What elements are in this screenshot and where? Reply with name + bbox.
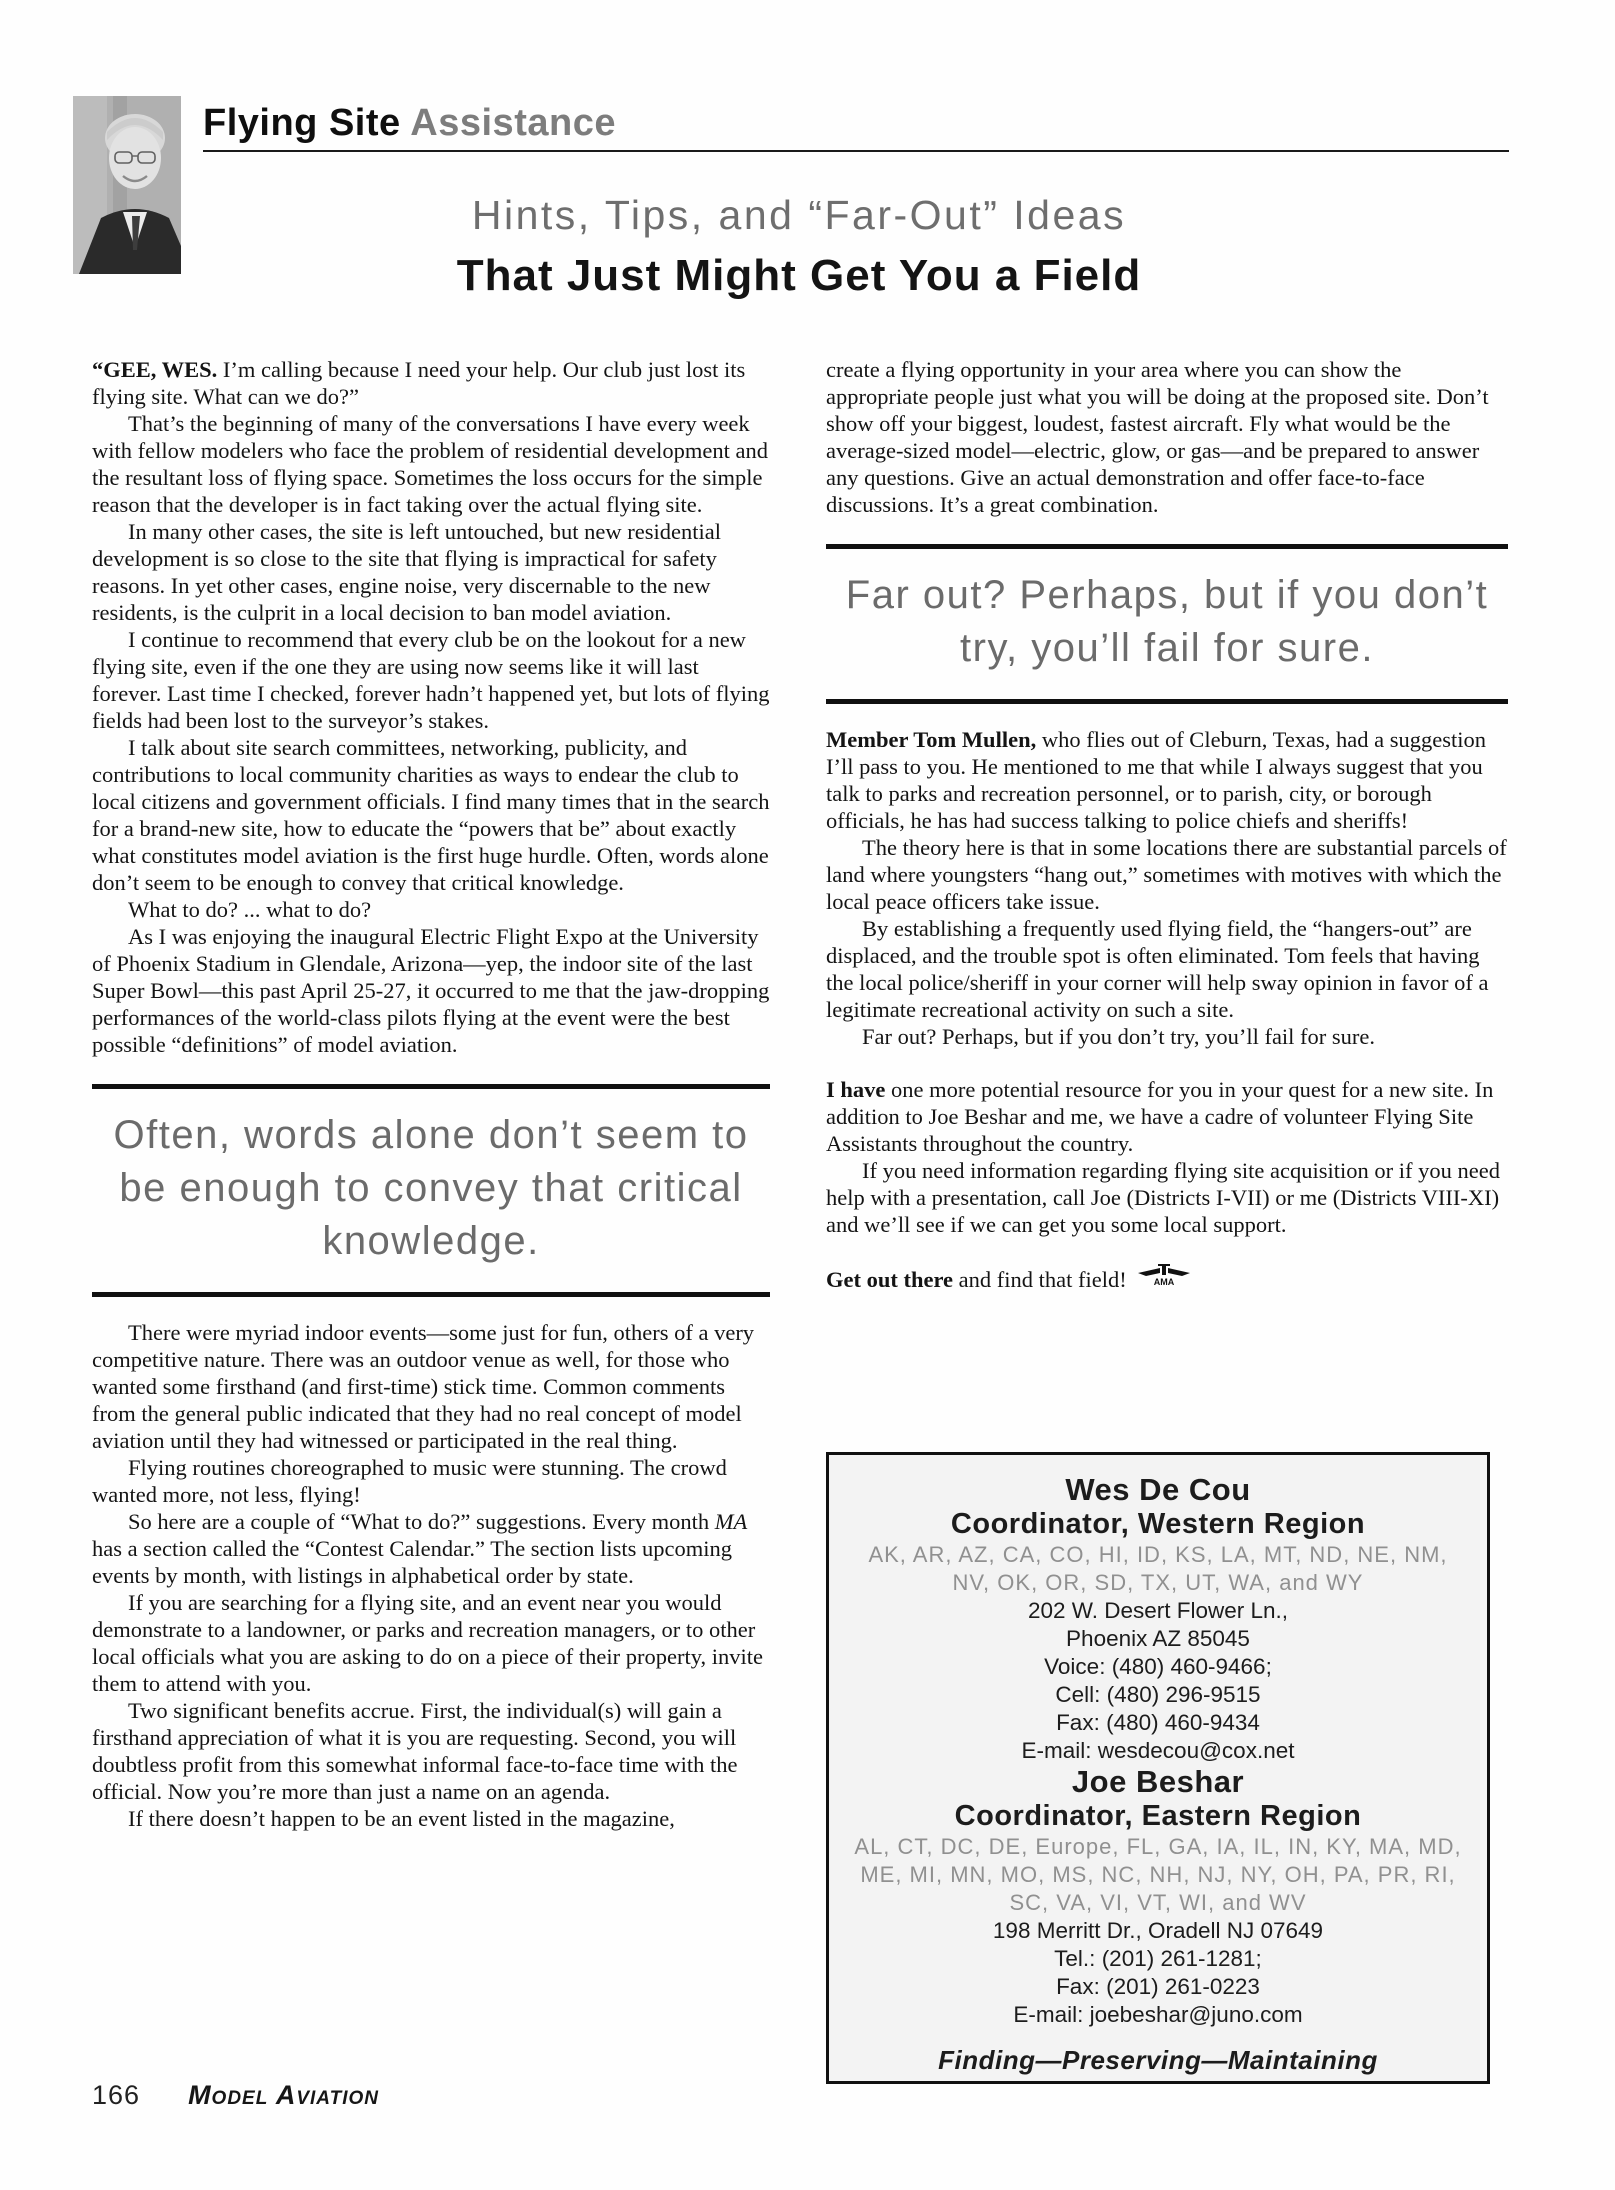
- coordinator-states-west: AK, AR, AZ, CA, CO, HI, ID, KS, LA, MT, ND, NE, NM, NV, OK, OR, SD, TX, UT, WA, and WY: [868, 1542, 1448, 1595]
- paragraph-text: and find that field!: [953, 1267, 1127, 1292]
- paragraph: That’s the beginning of many of the conversations I have every week with fellow modelers who face the problem of residential development and the resultant loss of flying space. Sometimes the loss occurs for the simple reason that the developer is in fact taking over the actual flying site.: [92, 411, 769, 517]
- paragraph: [92, 1508, 770, 1589]
- paragraph: The theory here is that in some locations there are substantial parcels of land where youngsters “hang out,” sometimes with motives with which the local peace officers take issue.: [826, 835, 1507, 914]
- paragraph-spacer: [826, 1050, 1508, 1076]
- paragraph: If there doesn’t happen to be an event listed in the magazine,: [128, 1806, 675, 1831]
- paragraph-lead: Member Tom Mullen,: [826, 727, 1037, 752]
- paragraph: If you need information regarding flying site acquisition or if you need help with a presentation, call Joe (Districts I-VII) or me (Districts VIII-XI) and we’ll see if we can get you some local support.: [826, 1158, 1500, 1237]
- coordinator-name-east: Joe Beshar: [1071, 1764, 1245, 1799]
- article-title-block: [92, 192, 1506, 301]
- paragraph-text: who flies out of Cleburn, Texas, had a suggestion I’ll pass to you. He mentioned to me that while I always suggest that you talk to parks and recreation personnel, or to parish, city, or borough officials, he has had success talking to police chiefs and sheriffs!: [826, 727, 1487, 833]
- masthead-title-black: Flying Site: [203, 102, 401, 144]
- paragraph: create a flying opportunity in your area where you can show the appropriate people just what you will be doing at the proposed site. Don’t show off your biggest, loudest, fastest aircraft. Fly what would be the average-sized model—electric, glow, or gas—and be prepared to answer any questions. Give an actual demonstration and offer face-to-face discussions. It’s a great combination.: [826, 357, 1489, 517]
- paragraph-text: There were myriad indoor events—some just for fun, others of a very competitive nature. There was an outdoor venue as well, for those who wanted some firsthand (and first-time) stick time. Common comments from the general public indicated that they had no real concept of model aviation until they had witnessed or participated in the real thing.: [92, 1320, 755, 1453]
- coordinator-role-west: Coordinator, Western Region: [950, 1508, 1366, 1540]
- coordinator-states-east: AL, CT, DC, DE, Europe, FL, GA, IA, IL, IN, KY, MA, MD, ME, MI, MN, MO, MS, NC, NH, NJ, NY, OH, PA, PR, RI, SC, VA, VI, VT, WI, and WV: [854, 1834, 1462, 1915]
- paragraph: Far out? Perhaps, but if you don’t try, you’ll fail for sure.: [862, 1024, 1376, 1049]
- paragraph-text: I’m calling because I need your help. Our club just lost its flying site. What can we do?”: [92, 357, 746, 409]
- column-masthead: [203, 102, 1509, 152]
- email-line: E-mail: wesdecou@cox.net: [1021, 1738, 1295, 1763]
- pull-quote-words-alone: Often, words alone don’t seem to be enough to convey that critical knowledge.: [92, 1084, 770, 1297]
- closing-line: [826, 1264, 1508, 1293]
- paragraph: What to do? ... what to do?: [128, 897, 372, 922]
- masthead-title-gray: Assistance: [400, 102, 616, 144]
- article-title-line1: Hints, Tips, and “Far-Out” Ideas: [471, 192, 1127, 238]
- paragraph: [92, 356, 770, 410]
- paragraph-spacer: [826, 1238, 1508, 1264]
- paragraph: As I was enjoying the inaugural Electric Flight Expo at the University of Phoenix Stadium in Glendale, Arizona—yep, the indoor site of the last Super Bowl—this past April 25-27, it occurred to me that the jaw-dropping performances of the world-class pilots flying at the event were the best possible “definitions” of model aviation.: [92, 924, 770, 1057]
- address-line: Phoenix AZ 85045: [1066, 1626, 1250, 1651]
- paragraph-text: So here are a couple of “What to do?” suggestions. Every month: [128, 1509, 715, 1534]
- paragraph: By establishing a frequently used flying field, the “hangers-out” are displaced, and the trouble spot is often eliminated. Tom feels that having the local police/sheriff in your corner will help sway opinion in favor of a legitimate recreational activity on such a site.: [826, 916, 1489, 1022]
- coordinator-contact-box: [826, 1452, 1490, 2084]
- fax-line: Fax: (201) 261-0223: [1056, 1974, 1260, 1999]
- magazine-abbreviation: MA: [714, 1509, 748, 1534]
- paragraph-text: one more potential resource for you in your quest for a new site. In addition to Joe Beshar and me, we have a cadre of volunteer Flying Site Assistants throughout the country.: [826, 1077, 1494, 1156]
- right-column: [826, 356, 1508, 1293]
- paragraph: If you are searching for a flying site, and an event near you would demonstrate to a landowner, or parks and recreation managers, or to other local officials what you are asking to do on a piece of their property, invite them to attend with you.: [92, 1590, 764, 1696]
- paragraph-lead: “GEE, WES.: [92, 357, 218, 382]
- paragraph: I continue to recommend that every club be on the lookout for a new flying site, even if the one they are using now seems like it will last forever. Last time I checked, forever hadn’t happened yet, but lots of flying fields had been lost to the surveyor’s stakes.: [92, 627, 770, 733]
- page-number: 166: [92, 2080, 141, 2110]
- email-line: E-mail: joebeshar@juno.com: [1013, 2002, 1303, 2027]
- phone-line: Voice: (480) 460-9466;: [1044, 1654, 1272, 1679]
- address-line: 198 Merritt Dr., Oradell NJ 07649: [992, 1918, 1324, 1943]
- pull-quote-far-out: Far out? Perhaps, but if you don’t try, you’ll fail for sure.: [826, 544, 1508, 704]
- paragraph-lead: I have: [826, 1077, 886, 1102]
- fax-line: Fax: (480) 460-9434: [1056, 1710, 1260, 1735]
- paragraph-text: has a section called the “Contest Calendar.” The section lists upcoming events by month, with listings in alphabetical order by state.: [92, 1536, 733, 1588]
- paragraph: [826, 726, 1508, 834]
- article-title-line2: That Just Might Get You a Field: [456, 251, 1142, 300]
- paragraph: In many other cases, the site is left untouched, but new residential development is so close to the site that flying is impractical for safety reasons. In yet other cases, engine noise, very discernable to the new residents, is the culprit in a local decision to ban model aviation.: [92, 519, 721, 625]
- phone-line: Tel.: (201) 261-1281;: [1054, 1946, 1262, 1971]
- svg-text:AMA: AMA: [1153, 1277, 1174, 1287]
- magazine-name: Model Aviation: [188, 2080, 379, 2110]
- paragraph: Flying routines choreographed to music were stunning. The crowd wanted more, not less, flying!: [92, 1455, 727, 1507]
- left-column: [92, 356, 770, 1832]
- paragraph-lead: Get out there: [826, 1267, 954, 1292]
- phone-line: Cell: (480) 296-9515: [1055, 1682, 1261, 1707]
- paragraph: I talk about site search committees, networking, publicity, and contributions to local community charities as ways to endear the club to local citizens and government officials. I find many times that in the search for a brand-new site, how to educate the “powers that be” about exactly what constitutes model aviation is the first huge hurdle. Often, words alone don’t seem to be enough to convey that critical knowledge.: [92, 735, 770, 895]
- paragraph: [826, 1076, 1508, 1157]
- coordinator-role-east: Coordinator, Eastern Region: [954, 1800, 1362, 1832]
- contact-box-tagline: Finding—Preserving—Maintaining: [938, 2045, 1378, 2075]
- paragraph: Two significant benefits accrue. First, the individual(s) will gain a firsthand appreciation of what it is you are requesting. Second, you will doubtless profit from this somewhat informal face-to-face time with the official. Now you’re more than just a name on an agenda.: [92, 1698, 738, 1804]
- coordinator-name-west: Wes De Cou: [1065, 1472, 1251, 1507]
- address-line: 202 W. Desert Flower Ln.,: [1027, 1598, 1289, 1623]
- page-footer: [92, 2080, 379, 2111]
- paragraph: [92, 1319, 770, 1454]
- ama-wings-icon: [1137, 1264, 1191, 1290]
